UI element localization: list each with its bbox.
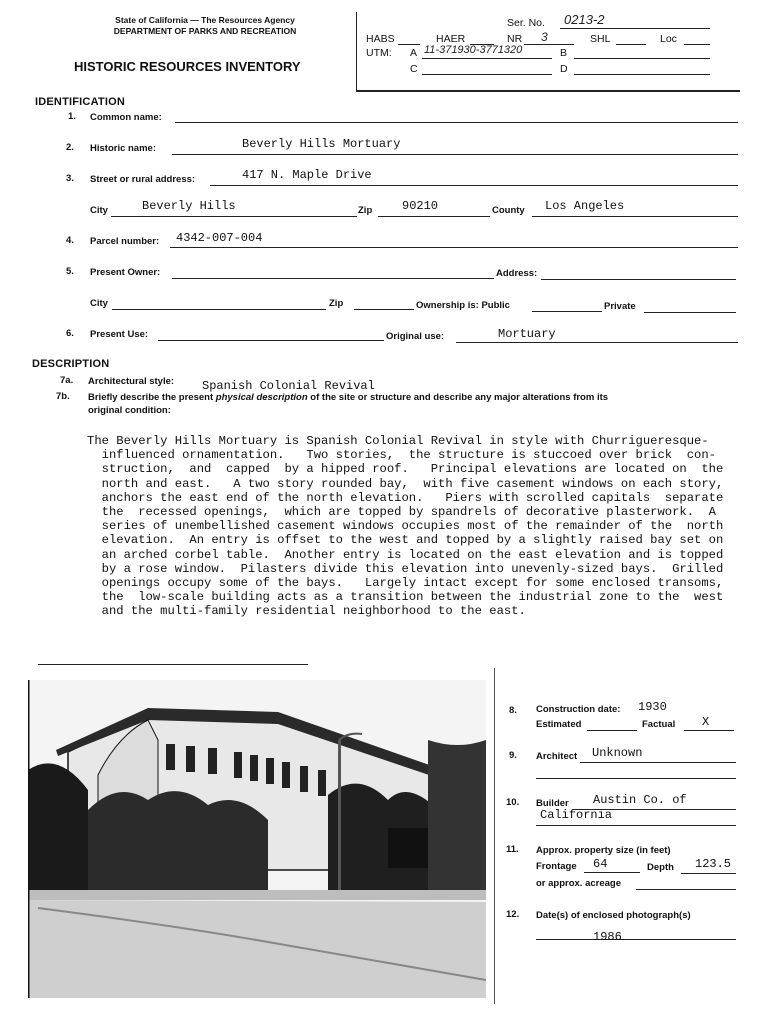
field-4-number: 4. (66, 235, 74, 246)
utm-d-label: D (560, 63, 568, 75)
parcel-number-line (170, 247, 738, 248)
parcel-number-value: 4342-007-004 (176, 231, 263, 245)
shl-label: SHL (590, 33, 611, 45)
depth-line (681, 873, 736, 874)
utm-d-line (574, 74, 710, 75)
utm-b-line (574, 58, 710, 59)
building-photo-image (28, 680, 486, 998)
utm-a-line (422, 58, 552, 59)
header-box-bottom-border (356, 90, 740, 92)
owner-zip-label: Zip (329, 298, 344, 309)
county-line (532, 216, 738, 217)
historic-name-value: Beverly Hills Mortuary (242, 137, 401, 151)
street-address-line (210, 185, 738, 186)
utm-a-label: A (410, 47, 418, 59)
owner-city-label: City (90, 298, 108, 309)
frontage-line (584, 872, 640, 873)
historic-name-line (172, 154, 738, 155)
haer-label: HAER (436, 33, 466, 45)
field-6-number: 6. (66, 328, 74, 339)
builder-value-line-1: Austin Co. of (593, 793, 687, 807)
acreage-label: or approx. acreage (536, 878, 622, 889)
ownership-public-line (532, 311, 602, 312)
shl-line (616, 44, 646, 45)
description-heading: DESCRIPTION (32, 358, 110, 370)
photo-right-border (494, 668, 495, 1004)
county-value: Los Angeles (545, 199, 625, 213)
field-7b-number: 7b. (56, 391, 70, 402)
brief-describe-instruction-line-2: original condition: (88, 405, 171, 416)
present-owner-label: Present Owner: (90, 267, 161, 278)
original-use-label: Original use: (386, 331, 445, 342)
owner-city-line (112, 309, 326, 310)
parcel-number-label: Parcel number: (90, 236, 160, 247)
ser-no-value: 0213-2 (564, 12, 605, 27)
present-owner-line (172, 278, 494, 279)
field-3-number: 3. (66, 173, 74, 184)
city-value: Beverly Hills (142, 199, 236, 213)
frontage-value: 64 (593, 857, 608, 871)
brief-describe-instruction (88, 392, 608, 403)
original-use-value: Mortuary (498, 327, 556, 341)
zip-label: Zip (358, 205, 373, 216)
street-address-label: Street or rural address: (90, 174, 196, 185)
present-use-line (158, 340, 384, 341)
physical-description-text: The Beverly Hills Mortuary is Spanish Colonial Revival in style with Churrigueresque- influenced ornamentation. Two stories, the structure is stuccoed over brick con- struction, and capped by a hipped roof. Principal elevations are located on the north and east. A two story rounded bay, with five casement windows on each story, anchors the east end of the north elevation. Piers with scrolled capitals separate the recessed openings, which are topped by spandrels of decorative plasterwork. A series of unembellished casement windows occupies most of the remainder of the north elevation. An entry is offset to the west and topped by a slightly raised bay set on an arched corbel table. Another entry is located on the east elevation and is topped by a rose window. Pilasters divide this elevation into unevenly-sized bays. Grilled openings occupy some of the bays. Largely intact except for some enclosed transoms, the low-scale building acts as a transition between the industrial zone to the west and the multi-family residential neighborhood to the east. (87, 434, 724, 619)
estimated-label: Estimated (536, 719, 582, 730)
utm-c-line (422, 74, 552, 75)
builder-value-line-2: California (540, 808, 613, 822)
builder-line-2 (536, 825, 736, 826)
ownership-private-line (644, 312, 736, 313)
depth-value: 123.5 (695, 857, 732, 871)
ownership-public-label: Ownership is: Public (416, 300, 510, 311)
utm-c-label: C (410, 63, 418, 75)
photo-date-value: 1986 (593, 930, 622, 944)
frontage-label: Frontage (536, 861, 577, 872)
utm-b-label: B (560, 47, 568, 59)
zip-value: 90210 (402, 199, 439, 213)
depth-label: Depth (647, 862, 674, 873)
agency-line-1: State of California — The Resources Agency (115, 15, 295, 25)
address-label: Address: (496, 268, 538, 279)
architect-line (580, 762, 736, 763)
address-line (541, 279, 736, 280)
ser-no-label: Ser. No. (507, 17, 545, 29)
architectural-style-label: Architectural style: (88, 376, 175, 387)
architectural-style-value: Spanish Colonial Revival (202, 379, 375, 393)
field-9-number: 9. (509, 750, 517, 761)
ownership-private-label: Private (604, 301, 636, 312)
habs-label: HABS (366, 33, 395, 45)
common-name-line (175, 122, 738, 123)
field-10-number: 10. (506, 797, 520, 808)
nr-value: 3 (541, 30, 548, 44)
acreage-line (636, 889, 736, 890)
estimated-line (587, 730, 637, 731)
street-address-value: 417 N. Maple Drive (242, 168, 372, 182)
architect-line-2 (536, 778, 736, 779)
nr-line (524, 44, 574, 45)
field-1-number: 1. (68, 111, 76, 122)
present-use-label: Present Use: (90, 329, 149, 340)
field-11-number: 11. (506, 844, 519, 855)
historic-name-label: Historic name: (90, 143, 156, 154)
builder-label: Builder (536, 798, 569, 809)
brief-describe-pre: Briefly describe the present (88, 392, 216, 403)
habs-line (398, 44, 420, 45)
construction-date-label: Construction date: (536, 704, 621, 715)
field-12-number: 12. (506, 909, 520, 920)
factual-label: Factual (642, 719, 676, 730)
loc-line (684, 44, 710, 45)
property-size-label: Approx. property size (in feet) (536, 845, 671, 856)
city-line (111, 216, 357, 217)
field-5-number: 5. (66, 266, 74, 277)
photo-top-rule (38, 664, 308, 665)
photo-date-line (536, 939, 736, 940)
field-8-number: 8. (509, 705, 517, 716)
utm-label: UTM: (366, 47, 392, 59)
identification-heading: IDENTIFICATION (35, 96, 125, 108)
form-title: HISTORIC RESOURCES INVENTORY (74, 59, 301, 74)
city-label: City (90, 205, 108, 216)
common-name-label: Common name: (90, 112, 162, 123)
field-2-number: 2. (66, 142, 74, 153)
owner-zip-line (354, 309, 414, 310)
utm-a-value: 11-371930-3771320 (424, 44, 523, 56)
photo-date-label: Date(s) of enclosed photograph(s) (536, 910, 691, 921)
factual-value: X (702, 715, 710, 729)
brief-describe-post: of the site or structure and describe any major alterations from its (307, 392, 609, 403)
construction-date-value: 1930 (638, 700, 667, 714)
loc-label: Loc (660, 33, 677, 45)
brief-describe-emphasis: physical description (215, 392, 308, 403)
factual-line (684, 730, 734, 731)
agency-line-2: DEPARTMENT OF PARKS AND RECREATION (113, 26, 297, 36)
header-box-left-border (356, 12, 357, 92)
ser-no-line (560, 28, 710, 29)
county-label: County (492, 205, 525, 216)
original-use-line (456, 342, 738, 343)
field-7a-number: 7a. (60, 375, 74, 386)
architect-label: Architect (536, 751, 578, 762)
nr-label: NR (507, 33, 523, 45)
architect-value: Unknown (592, 746, 643, 760)
building-photograph (28, 680, 486, 998)
zip-line (378, 216, 490, 217)
